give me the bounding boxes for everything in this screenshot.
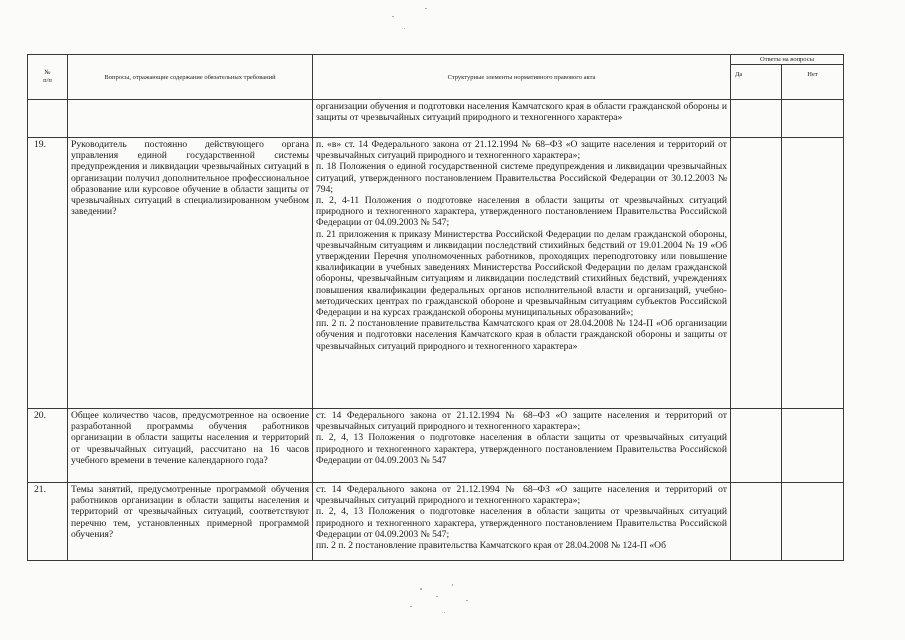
answer-no-cell[interactable] [782, 483, 844, 561]
header-answers: Ответы на вопросы [731, 55, 844, 65]
scan-speck [425, 8, 427, 9]
row-structural: организации обучения и подготовки населения Камчатского края в области гражданской обороны и защиты от чрезвычайных ситуаций природного и техногенного характера» [313, 100, 731, 138]
structural-item: пп. 2 п. 2 постановление правительства Камчатского края от 28.04.2008 № 124-П «Об организации обучения и подготовки населения Камчатского края в области гражданской обороны и защиты от чрезвычайных ситуаций природного и техногенного характера» [316, 318, 727, 352]
row-number: 19. [28, 138, 68, 409]
row-question [68, 100, 313, 138]
scan-speck [444, 612, 445, 613]
structural-item: ст. 14 Федерального закона от 21.12.1994 № 68–ФЗ «О защите населения и территорий от чрезвычайных ситуаций природного и техногенного характера»; [316, 484, 727, 507]
row-question: Темы занятий, предусмотренные программой обучения работников организации в области защиты населения и территорий от чрезвычайных ситуаций, соответствуют перечню тем, установленных примерной программой обучения? [68, 483, 313, 561]
answer-yes-cell[interactable] [731, 409, 782, 483]
row-number [28, 100, 68, 138]
row-number: 20. [28, 409, 68, 483]
answer-yes-cell[interactable] [731, 483, 782, 561]
table-row [28, 483, 844, 561]
table-row [28, 138, 844, 409]
checklist-table [27, 54, 844, 561]
row-structural [313, 138, 731, 409]
header-structural: Структурные элементы нормативного правового акта [313, 55, 731, 100]
structural-item: п. «в» ст. 14 Федерального закона от 21.12.1994 № 68–ФЗ «О защите населения и территорий от чрезвычайных ситуаций природного и техногенного характера»; [316, 139, 727, 162]
answer-yes-cell[interactable] [731, 100, 782, 138]
header-question: Вопросы, отражающие содержание обязательных требований [68, 55, 313, 100]
structural-item: п. 2, 4, 13 Положения о подготовке населения в области защиты от чрезвычайных ситуаций природного и техногенного характера, утвержденного постановлением Правительства Российской Федерации от 04.09.2003 № 547; [316, 506, 727, 540]
row-structural [313, 409, 731, 483]
structural-item: п. 18 Положения о единой государственной системе предупреждения и ликвидации чрезвычайных ситуаций, утвержденного постановлением Правительства Российской Федерации от 30.12.2003 № 794; [316, 161, 727, 195]
row-question: Руководитель постоянно действующего органа управления единой государственной системы предупреждения и ликвидации чрезвычайных ситуаций в организации получил дополнительное профессиональное образование или курсовое обучение в области защиты от чрезвычайных ситуаций в специализированном учебном заведении? [68, 138, 313, 409]
header-no: Нет [782, 65, 844, 100]
answer-no-cell[interactable] [782, 409, 844, 483]
row-structural [313, 483, 731, 561]
row-question: Общее количество часов, предусмотренное на освоение разработанной программы обучения работников организации в области защиты населения и территорий от чрезвычайных ситуаций, рассчитано на 16 часов учебного времени в течение календарного года? [68, 409, 313, 483]
table-row [28, 409, 844, 483]
answer-no-cell[interactable] [782, 100, 844, 138]
checklist-sheet [27, 54, 843, 561]
structural-item: п. 2, 4-11 Положения о подготовке населения в области защиты от чрезвычайных ситуаций природного и техногенного характера, утвержденного постановлением Правительства Российской Федерации от 04.09.2003 № 547; [316, 195, 727, 229]
row-number: 21. [28, 483, 68, 561]
answer-no-cell[interactable] [782, 138, 844, 409]
answer-yes-cell[interactable] [731, 138, 782, 409]
table-row [28, 100, 844, 138]
structural-item: пп. 2 п. 2 постановление правительства Камчатского края от 28.04.2008 № 124-П «Об [316, 540, 666, 552]
scan-speck [452, 584, 453, 586]
scan-speck [466, 600, 468, 601]
scan-speck [404, 28, 405, 29]
scan-speck [410, 606, 412, 607]
header-num: № п/п [28, 55, 68, 100]
structural-item: п. 21 приложения к приказу Министерства Российской Федерации по делам гражданской обороны, чрезвычайным ситуациям и ликвидации последствий стихийных бедствий от 19.01.2004 № 19 «Об утверждении Перечня уполномоченных работников, проходящих переподготовку или повышение квалификации в учебных заведениях Министерства Российской Федерации по делам гражданской обороны, чрезвычайным ситуациям и ликвидации последствий стихийных бедствий, учреждениях повышения квалификации федеральных органов исполнительной власти и организаций, учебно-методических центрах по гражданской обороне и чрезвычайным ситуациям субъектов Российской Федерации и на курсах гражданской обороны муниципальных образований»; [316, 228, 727, 319]
scan-speck [392, 16, 394, 17]
scan-speck [420, 588, 422, 590]
structural-item: ст. 14 Федерального закона от 21.12.1994 № 68–ФЗ «О защите населения и территорий от чрезвычайных ситуаций природного и техногенного характера»; [316, 410, 727, 433]
structural-item: п. 2, 4, 13 Положения о подготовке населения в области защиты от чрезвычайных ситуаций природного и техногенного характера, утвержденного постановлением Правительства Российской Федерации от 04.09.2003 № 547 [316, 432, 727, 466]
scan-speck [436, 596, 438, 597]
header-yes: Да [731, 65, 782, 100]
